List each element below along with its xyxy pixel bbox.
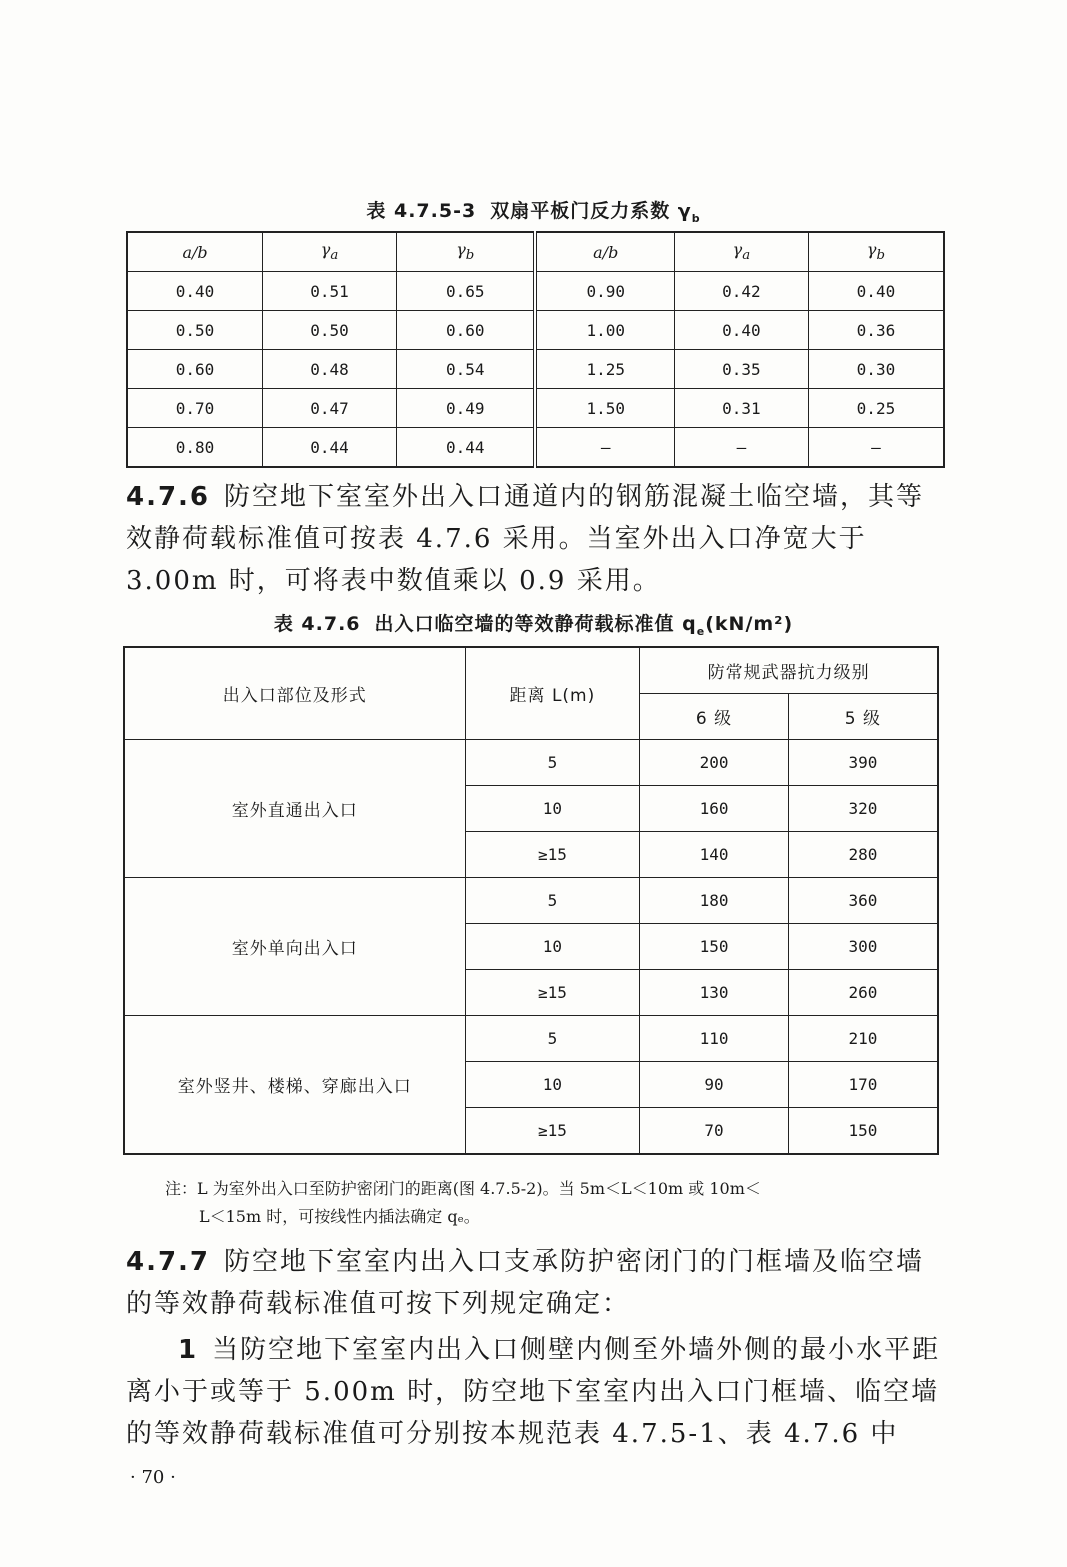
table1-cell: 0.30 — [808, 350, 944, 389]
table1-cell: 1.50 — [535, 389, 674, 428]
table2-cell: ≥15 — [465, 970, 640, 1016]
table1-cell: — — [674, 428, 808, 468]
table2-cell: 5 — [465, 740, 640, 786]
table1-cell: 0.40 — [808, 272, 944, 311]
table2-caption-num: 表 4.7.6 — [273, 613, 361, 635]
table1-cell: 0.50 — [263, 311, 397, 350]
table2-caption — [0, 609, 1067, 638]
table1-reaction-coefficients — [126, 231, 945, 468]
table2-cell: 210 — [788, 1016, 938, 1062]
table1-cell: 0.47 — [263, 389, 397, 428]
table1-cell: 0.40 — [674, 311, 808, 350]
table2-cell: 390 — [788, 740, 938, 786]
table2-cell: ≥15 — [465, 1108, 640, 1155]
table1-row — [127, 311, 944, 350]
table1-cell: 0.60 — [397, 311, 536, 350]
table1-cell: 0.54 — [397, 350, 536, 389]
table1-header-row — [127, 232, 944, 272]
table2-cell: 320 — [788, 786, 938, 832]
table1-cell: 0.36 — [808, 311, 944, 350]
table2-caption-unit: (kN/m²) — [705, 613, 794, 635]
paragraph-text: 防空地下室室内出入口支承防护密闭门的门框墙及临空墙的等效静荷载标准值可按下列规定确定： — [126, 1247, 925, 1319]
table2-cell: 300 — [788, 924, 938, 970]
table2-cell: 170 — [788, 1062, 938, 1108]
table2-cell: 130 — [640, 970, 789, 1016]
table2-cell: 160 — [640, 786, 789, 832]
table1-cell: 0.90 — [535, 272, 674, 311]
table1-cell: 0.60 — [127, 350, 263, 389]
table1-caption-title: 双扇平板门反力系数 γ — [490, 200, 692, 222]
table2-equivalent-static-load — [123, 646, 939, 1155]
table1-cell: 0.35 — [674, 350, 808, 389]
table1-cell: — — [808, 428, 944, 468]
section-4-7-6-paragraph — [126, 476, 941, 602]
table1-cell: 0.25 — [808, 389, 944, 428]
table1-row — [127, 389, 944, 428]
section-number: 4.7.7 — [126, 1247, 211, 1277]
table2-cell: 70 — [640, 1108, 789, 1155]
table1-cell: 0.48 — [263, 350, 397, 389]
table1-cell: 0.44 — [263, 428, 397, 468]
table2-header-distance: 距离 L(m) — [465, 647, 640, 740]
section-number: 4.7.6 — [126, 482, 211, 512]
table1-header-cell: a/b — [535, 232, 674, 272]
table1-cell: 0.80 — [127, 428, 263, 468]
table1-cell: — — [535, 428, 674, 468]
table1-row — [127, 428, 944, 468]
table1-cell: 1.00 — [535, 311, 674, 350]
table2-row — [124, 740, 938, 786]
table2-cell: 150 — [640, 924, 789, 970]
table1-header-cell: $\gamma_a$ — [263, 232, 397, 272]
table2-group-name: 室外竖井、楼梯、穿廊出入口 — [124, 1016, 465, 1155]
table2-header-row — [124, 647, 938, 694]
table2-cell: 150 — [788, 1108, 938, 1155]
table2-header-position: 出入口部位及形式 — [124, 647, 465, 740]
page-number: · 70 · — [130, 1467, 176, 1488]
table2-caption-title: 出入口临空墙的等效静荷载标准值 q — [374, 613, 697, 635]
table1-cell: 0.49 — [397, 389, 536, 428]
table2-row — [124, 1016, 938, 1062]
table1-cell: 0.50 — [127, 311, 263, 350]
table2-header-level: 防常规武器抗力级别 — [640, 647, 938, 694]
table2-note — [165, 1175, 945, 1231]
note-line-1: 注：L 为室外出入口至防护密闭门的距离(图 4.7.5-2)。当 5m＜L＜10m 或 10m＜ — [165, 1179, 761, 1198]
table2-cell: 110 — [640, 1016, 789, 1062]
table1-caption-sub: b — [691, 211, 701, 225]
table1-caption-num: 表 4.7.5-3 — [366, 200, 477, 222]
table2-cell: 10 — [465, 924, 640, 970]
table2-cell: 280 — [788, 832, 938, 878]
item-1-paragraph — [126, 1329, 941, 1455]
table2-cell: 140 — [640, 832, 789, 878]
paragraph-text: 当防空地下室室内出入口侧壁内侧至外墙外侧的最小水平距离小于或等于 5.00m 时，防空地下室室内出入口门框墙、临空墙的等效静荷载标准值可分别按本规范表 4.7.5-1、表 4.7.6 中 — [126, 1335, 941, 1449]
table1-row — [127, 350, 944, 389]
table2-cell: 5 — [465, 878, 640, 924]
table2-header-level-5: 5 级 — [788, 694, 938, 740]
table2-caption-sub: e — [696, 624, 706, 638]
table1-cell: 0.65 — [397, 272, 536, 311]
table2-group-name: 室外单向出入口 — [124, 878, 465, 1016]
table1-cell: 0.42 — [674, 272, 808, 311]
table2-cell: 90 — [640, 1062, 789, 1108]
table1-cell: 0.44 — [397, 428, 536, 468]
table2-cell: 200 — [640, 740, 789, 786]
table1-cell: 0.70 — [127, 389, 263, 428]
table1-header-cell: a/b — [127, 232, 263, 272]
table2-cell: ≥15 — [465, 832, 640, 878]
item-number: 1 — [178, 1335, 199, 1365]
table2-cell: 10 — [465, 1062, 640, 1108]
table2-cell: 360 — [788, 878, 938, 924]
table2-cell: 10 — [465, 786, 640, 832]
table1-cell: 0.31 — [674, 389, 808, 428]
table2-cell: 180 — [640, 878, 789, 924]
table1-header-cell: $\gamma_b$ — [397, 232, 536, 272]
table1-header-cell: $\gamma_b$ — [808, 232, 944, 272]
section-4-7-7-paragraph — [126, 1241, 941, 1325]
table2-cell: 5 — [465, 1016, 640, 1062]
table2-cell: 260 — [788, 970, 938, 1016]
note-line-2: L＜15m 时，可按线性内插法确定 qₑ。 — [199, 1207, 480, 1226]
table1-cell: 0.51 — [263, 272, 397, 311]
table1-cell: 0.40 — [127, 272, 263, 311]
table2-row — [124, 878, 938, 924]
paragraph-text: 防空地下室室外出入口通道内的钢筋混凝土临空墙，其等效静荷载标准值可按表 4.7.6 采用。当室外出入口净宽大于 3.00m 时，可将表中数值乘以 0.9 采用。 — [126, 482, 925, 596]
table2-group-name: 室外直通出入口 — [124, 740, 465, 878]
table2-header-level-6: 6 级 — [640, 694, 789, 740]
table1-cell: 1.25 — [535, 350, 674, 389]
table1-caption — [0, 196, 1067, 225]
table1-row — [127, 272, 944, 311]
table1-header-cell: $\gamma_a$ — [674, 232, 808, 272]
